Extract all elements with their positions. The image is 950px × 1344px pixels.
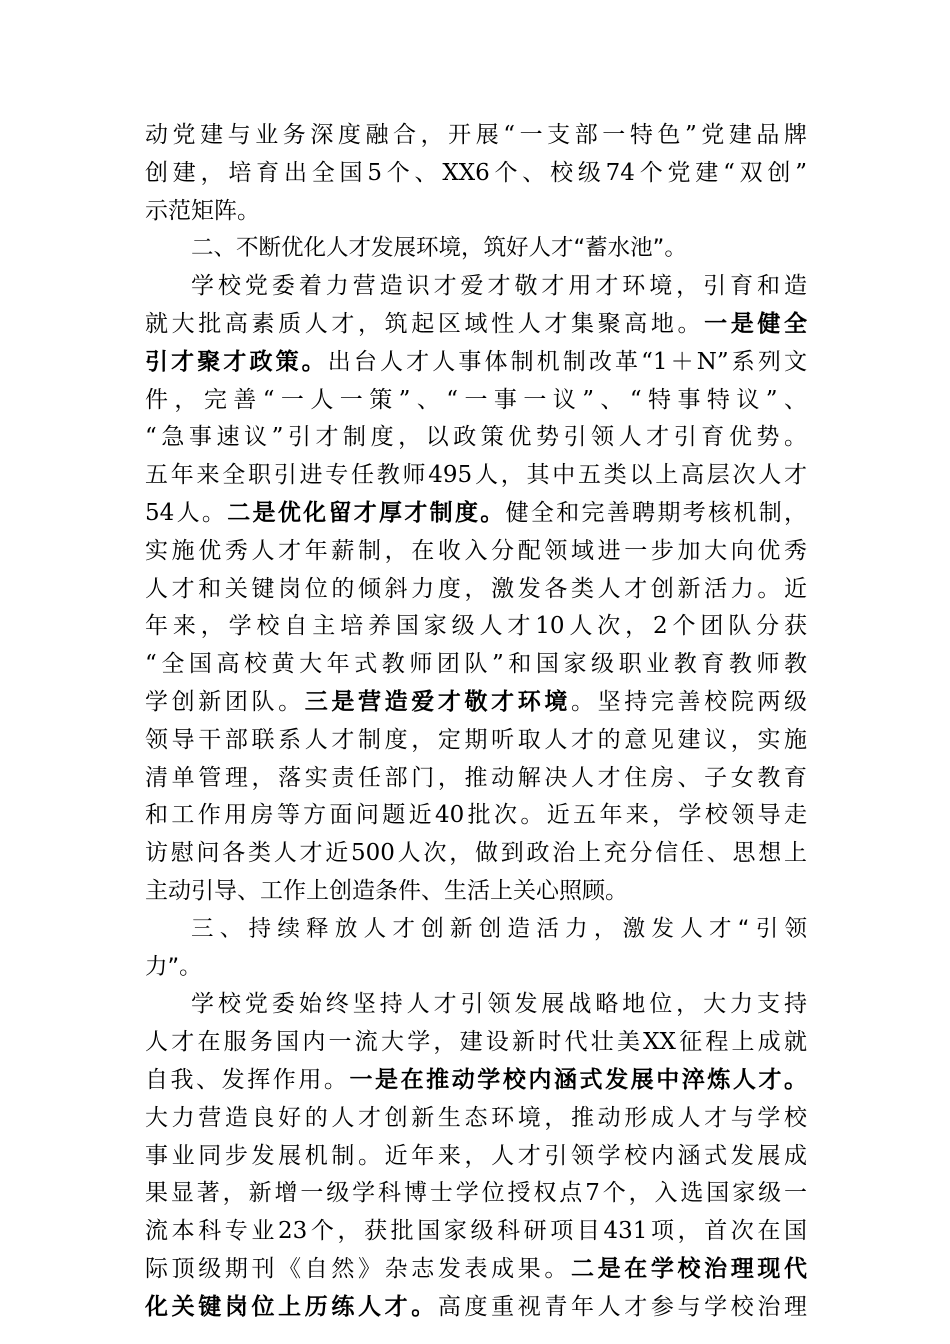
document-body xyxy=(145,117,807,1327)
text-run: “急事速议”引才制度，以政策优势引领人才引育优势。 xyxy=(145,424,807,451)
paragraph-line xyxy=(145,268,807,306)
paragraph-line xyxy=(145,306,807,344)
text-run: 学创新团队。 xyxy=(145,688,305,715)
text-run: 健全和完善聘期考核机制， xyxy=(505,499,807,526)
text-run: 学校党委始终坚持人才引领发展战略地位，大力支持 xyxy=(191,991,807,1018)
bold-phrase: 三是营造爱才敬才环境 xyxy=(304,688,571,715)
text-run: 清单管理，落实责任部门，推动解决人才住房、子女教育 xyxy=(145,764,807,791)
text-run: 际顶级期刊《自然》杂志发表成果。 xyxy=(145,1255,571,1282)
text-run: 年来，学校自主培养国家级人才10人次，2个团队分获 xyxy=(145,613,807,640)
bold-phrase: 化关键岗位上历练人才。 xyxy=(145,1293,438,1320)
text-run: 人才在服务国内一流大学，建设新时代壮美XX征程上成就 xyxy=(145,1029,807,1056)
paragraph-line xyxy=(145,608,807,646)
paragraph-line xyxy=(145,344,807,382)
text-run: 和工作用房等方面问题近40批次。近五年来，学校领导走 xyxy=(145,802,807,829)
paragraph-line xyxy=(145,155,807,193)
text-run: 二、不断优化人才发展环境，筑好人才“蓄水池”。 xyxy=(191,235,687,262)
text-run: 件，完善“一人一策”、“一事一议”、“特事特议”、 xyxy=(145,386,807,413)
paragraph-line xyxy=(145,1213,807,1251)
text-run: 流本科专业23个，获批国家级科研项目431项，首次在国 xyxy=(145,1218,807,1245)
section-heading-line xyxy=(145,230,807,268)
paragraph-line xyxy=(145,1062,807,1100)
text-run: 果显著，新增一级学科博士学位授权点7个，入选国家级一 xyxy=(145,1180,807,1207)
paragraph-line xyxy=(145,419,807,457)
section-heading-line xyxy=(145,949,807,987)
paragraph-line xyxy=(145,1100,807,1138)
paragraph-line xyxy=(145,797,807,835)
paragraph-line xyxy=(145,1175,807,1213)
text-run: 54人。 xyxy=(145,499,228,526)
text-run: 访慰问各类人才近500人次，做到政治上充分信任、思想上 xyxy=(145,840,807,867)
bold-phrase: 引才聚才政策。 xyxy=(145,348,328,375)
text-run: 人才和关键岗位的倾斜力度，激发各类人才创新活力。近 xyxy=(145,575,807,602)
text-run: 创建，培育出全国5个、XX6个、校级74个党建“双创” xyxy=(145,159,807,186)
text-run: 事业同步发展机制。近年来，人才引领学校内涵式发展成 xyxy=(145,1142,807,1169)
text-run: 实施优秀人才年薪制，在收入分配领域进一步加大向优秀 xyxy=(145,537,807,564)
section-heading-line xyxy=(145,911,807,949)
bold-phrase: 一是健全 xyxy=(704,310,807,337)
paragraph-line xyxy=(145,495,807,533)
text-run: 自我、发挥作用。 xyxy=(145,1066,350,1093)
text-run: “全国高校黄大年式教师团队”和国家级职业教育教师教 xyxy=(145,651,807,678)
paragraph-line xyxy=(145,760,807,798)
text-run: 主动引导、工作上创造条件、生活上关心照顾。 xyxy=(145,877,628,904)
text-run: 领导干部联系人才制度，定期听取人才的意见建议，实施 xyxy=(145,726,807,753)
paragraph-line xyxy=(145,117,807,155)
bold-phrase: 二是优化留才厚才制度。 xyxy=(227,499,506,526)
paragraph-line xyxy=(145,1024,807,1062)
paragraph-line xyxy=(145,457,807,495)
text-run: 。坚持完善校院两级 xyxy=(571,688,807,715)
paragraph-line xyxy=(145,986,807,1024)
text-run: 力”。 xyxy=(145,953,202,980)
text-run: 动党建与业务深度融合，开展“一支部一特色”党建品牌 xyxy=(145,122,807,148)
paragraph-line xyxy=(145,835,807,873)
paragraph-line xyxy=(145,684,807,722)
text-run: 学校党委着力营造识才爱才敬才用才环境，引育和造 xyxy=(191,273,807,300)
text-run: 高度重视青年人才参与学校治理 xyxy=(437,1293,807,1320)
bold-phrase: 一是在推动学校内涵式发展中淬炼人才。 xyxy=(349,1066,807,1093)
text-run: 示范矩阵。 xyxy=(145,197,260,224)
paragraph-line xyxy=(145,193,807,231)
text-run: 大力营造良好的人才创新生态环境，推动形成人才与学校 xyxy=(145,1104,807,1131)
paragraph-line xyxy=(145,1138,807,1176)
text-run: 五年来全职引进专任教师495人，其中五类以上高层次人才 xyxy=(145,462,807,489)
text-run: 就大批高素质人才，筑起区域性人才集聚高地。 xyxy=(145,310,705,337)
paragraph-line xyxy=(145,1289,807,1327)
paragraph-line xyxy=(145,382,807,420)
bold-phrase: 二是在学校治理现代 xyxy=(571,1255,807,1282)
paragraph-line xyxy=(145,646,807,684)
paragraph-line xyxy=(145,571,807,609)
paragraph-line xyxy=(145,722,807,760)
paragraph-line xyxy=(145,873,807,911)
text-run: 出台人才人事体制机制改革“1＋N”系列文 xyxy=(327,348,807,375)
paragraph-line xyxy=(145,1251,807,1289)
paragraph-line xyxy=(145,533,807,571)
text-run: 三、持续释放人才创新创造活力，激发人才“引领 xyxy=(191,915,807,942)
